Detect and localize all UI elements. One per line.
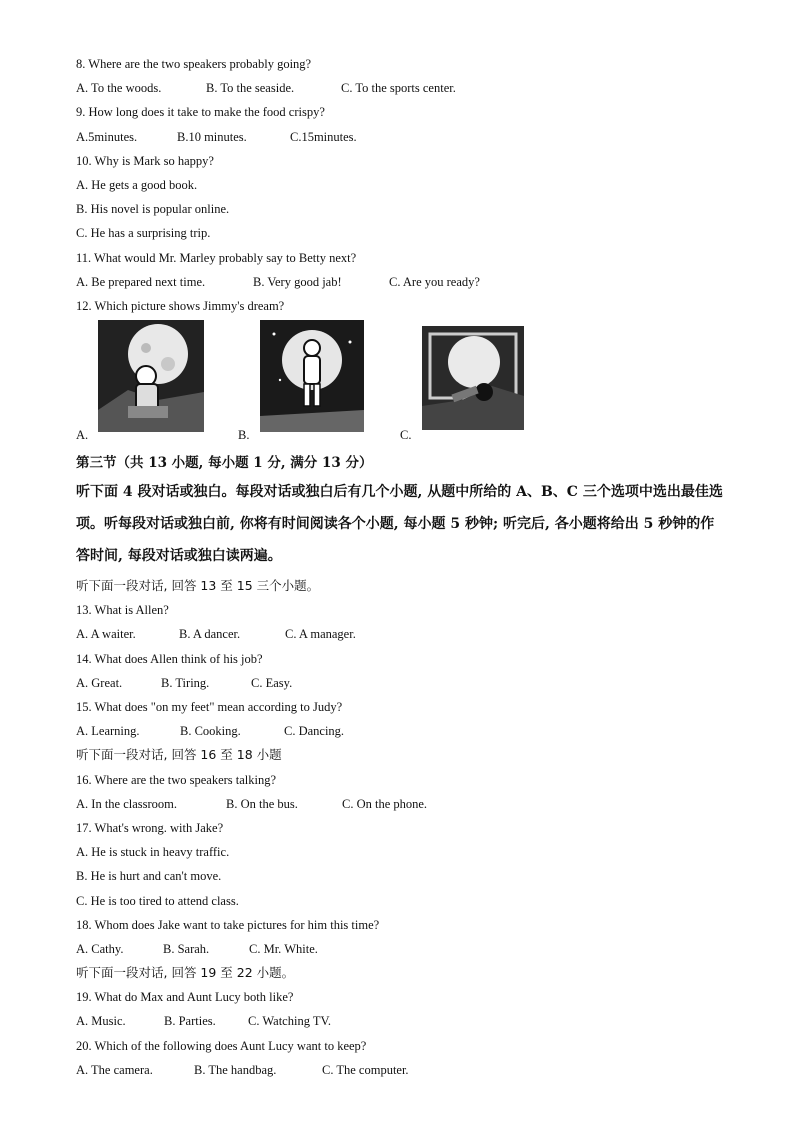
question-13: 13. What is Allen? [76, 603, 169, 618]
option-a: A. Learning. [76, 724, 140, 739]
question-9-options [76, 125, 736, 149]
option-b: B. Parties. [164, 1014, 216, 1029]
exam-page [76, 52, 736, 1082]
option-c: C. To the sports center. [341, 81, 456, 96]
question-16-options [76, 792, 736, 816]
option-b: B. The handbag. [194, 1062, 277, 1077]
option-a: A. He is stuck in heavy traffic. [76, 845, 230, 860]
question-12: 12. Which picture shows Jimmy's dream? [76, 298, 285, 313]
option-b: B. Cooking. [180, 724, 241, 739]
option-c: C.15minutes. [290, 129, 357, 144]
picture-a-astronaut-moon [98, 320, 204, 432]
dialog-3-intro: 听下面一段对话, 回答 19 至 22 小题。 [76, 965, 295, 981]
question-20-options [76, 1058, 736, 1082]
option-c: C. Watching TV. [248, 1014, 332, 1029]
option-a: A. The camera. [76, 1062, 153, 1077]
option-a: A. Be prepared next time. [76, 274, 206, 289]
question-8-options [76, 76, 736, 100]
picture-label-c: C. [400, 428, 412, 443]
option-b: B. Sarah. [163, 941, 210, 956]
picture-label-a: A. [76, 428, 89, 443]
option-c: C. He is too tired to attend class. [76, 893, 239, 908]
option-c: C. On the phone. [342, 796, 428, 811]
question-11-options [76, 270, 736, 294]
section-3-title: 第三节（共 13 小题, 每小题 1 分, 满分 13 分） [76, 455, 373, 472]
question-13-options [76, 622, 736, 646]
question-11: 11. What would Mr. Marley probably say to Betty next? [76, 250, 357, 265]
option-c: C. A manager. [285, 627, 356, 642]
question-8: 8. Where are the two speakers probably going? [76, 57, 312, 71]
option-a: A. He gets a good book. [76, 177, 198, 192]
question-10: 10. Why is Mark so happy? [76, 153, 214, 168]
picture-b-astronaut-walking [260, 320, 364, 432]
option-c: C. He has a surprising trip. [76, 226, 211, 241]
question-16: 16. Where are the two speakers talking? [76, 772, 277, 787]
option-a: A. In the classroom. [76, 796, 178, 811]
option-b: B. Tiring. [161, 675, 210, 690]
option-a: A. Music. [76, 1014, 126, 1029]
question-20: 20. Which of the following does Aunt Lucy want to keep? [76, 1038, 367, 1053]
option-c: C. The computer. [322, 1062, 409, 1077]
picture-options [76, 320, 736, 450]
dialog-2-intro: 听下面一段对话, 回答 16 至 18 小题 [76, 747, 282, 763]
picture-label-b: B. [238, 428, 250, 443]
question-19-options [76, 1009, 736, 1033]
section-3-instruction: 听下面 4 段对话或独白。每段对话或独白后有几个小题, 从题中所给的 A、B、C 三个选项中选出最佳选项。听每段对话或独白前, 你将有时间阅读各个小题, 每小题 5 秒钟; 听完后, 各小题将给出 5 秒钟的作答时间, 每段对话或独白读两遍。 [76, 484, 723, 565]
option-a: A. A waiter. [76, 627, 136, 642]
question-9: 9. How long does it take to make the food crispy? [76, 105, 325, 120]
option-b: B. He is hurt and can't move. [76, 869, 222, 884]
option-b: B.10 minutes. [177, 129, 247, 144]
question-18-options [76, 937, 736, 961]
option-a: A. Cathy. [76, 941, 124, 956]
question-18: 18. Whom does Jake want to take pictures for him this time? [76, 917, 380, 932]
option-c: C. Dancing. [284, 724, 345, 739]
option-c: C. Easy. [251, 675, 293, 690]
question-15: 15. What does "on my feet" mean according to Judy? [76, 700, 343, 714]
option-a: A. Great. [76, 675, 123, 690]
option-c: C. Mr. White. [249, 941, 318, 956]
option-b: B. His novel is popular online. [76, 202, 230, 217]
option-c: C. Are you ready? [389, 274, 480, 289]
option-a: A. To the woods. [76, 81, 162, 96]
dialog-1-intro: 听下面一段对话, 回答 13 至 15 三个小题。 [76, 578, 320, 594]
option-b: B. To the seaside. [206, 81, 295, 96]
option-a: A.5minutes. [76, 129, 138, 144]
option-b: B. On the bus. [226, 796, 298, 811]
picture-c-telescope-moon [422, 326, 524, 430]
question-14-options [76, 671, 736, 695]
question-19: 19. What do Max and Aunt Lucy both like? [76, 990, 294, 1005]
question-17: 17. What's wrong. with Jake? [76, 820, 224, 835]
question-14: 14. What does Allen think of his job? [76, 651, 263, 666]
option-b: B. Very good jab! [253, 274, 342, 289]
question-15-options [76, 719, 736, 743]
option-b: B. A dancer. [179, 627, 241, 642]
